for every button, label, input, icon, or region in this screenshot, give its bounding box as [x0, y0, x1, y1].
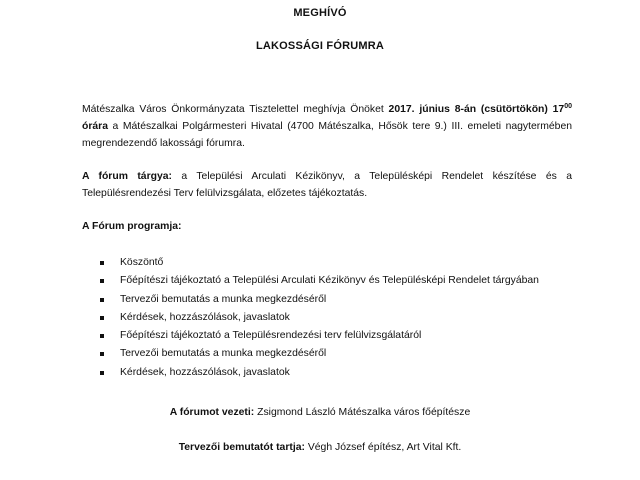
event-time-word: órára: [82, 121, 108, 132]
program-item-text: Tervezői bemutatás a munka megkezdéséről: [120, 293, 327, 305]
program-list: [100, 254, 539, 382]
moderator-label: A fórumot vezeti:: [169, 407, 255, 418]
document-title: MEGHÍVÓ: [293, 7, 347, 19]
intro-text-2: a Mátészalkai Polgármesteri Hivatal (4700 Mátészalka, Hősök tere 9.) III. emeleti nagytermében megrendezendő lakossági fórumra.: [82, 121, 572, 149]
bullet-icon: [100, 371, 104, 375]
event-date: 2017. június 8-án (csütörtökön) 17: [388, 104, 565, 115]
program-item: [100, 345, 539, 363]
bullet-icon: [100, 334, 104, 338]
bullet-icon: [100, 261, 104, 265]
topic-text: a Települési Arculati Kézikönyv, a Településképi Rendelet készítése és a Településrendezési Terv felülvizsgálata, előzetes tájékoztatás.: [82, 171, 572, 199]
program-item: [100, 254, 539, 272]
topic-paragraph: [82, 168, 572, 202]
bullet-icon: [100, 316, 104, 320]
moderator-line: [0, 407, 640, 418]
intro-paragraph: [82, 98, 572, 152]
bullet-icon: [100, 352, 104, 356]
program-item-text: Főépítészi tájékoztató a Települési Arculati Kézikönyv és Településképi Rendelet tárgyában: [120, 275, 539, 287]
intro-text-1: Mátészalka Város Önkormányzata Tisztelettel meghívja Önöket: [82, 104, 389, 115]
presenter-line: [0, 442, 640, 453]
program-item-text: Tervezői bemutatás a munka megkezdéséről: [120, 348, 327, 360]
program-item: [100, 364, 539, 382]
program-item: [100, 309, 539, 327]
program-item-text: Kérdések, hozzászólások, javaslatok: [120, 366, 290, 378]
program-item-text: Kérdések, hozzászólások, javaslatok: [120, 311, 290, 323]
event-time-minutes: 00: [564, 103, 572, 110]
presenter-label: Tervezői bemutatót tartja:: [178, 442, 305, 453]
program-item: [100, 291, 539, 309]
program-item: [100, 272, 539, 290]
moderator-value: Zsigmond László Mátészalka város főépítésze: [254, 407, 471, 418]
bullet-icon: [100, 298, 104, 302]
document-subtitle: LAKOSSÁGI FÓRUMRA: [255, 40, 385, 52]
topic-label: A fórum tárgya:: [82, 171, 172, 182]
program-item-text: Köszöntő: [120, 257, 164, 268]
program-heading: A Fórum programja:: [82, 221, 182, 232]
program-item: [100, 327, 539, 345]
presenter-value: Végh József építész, Art Vital Kft.: [304, 442, 462, 453]
program-item-text: Főépítészi tájékoztató a Településrendezési terv felülvizsgálatáról: [120, 330, 422, 342]
bullet-icon: [100, 279, 104, 283]
